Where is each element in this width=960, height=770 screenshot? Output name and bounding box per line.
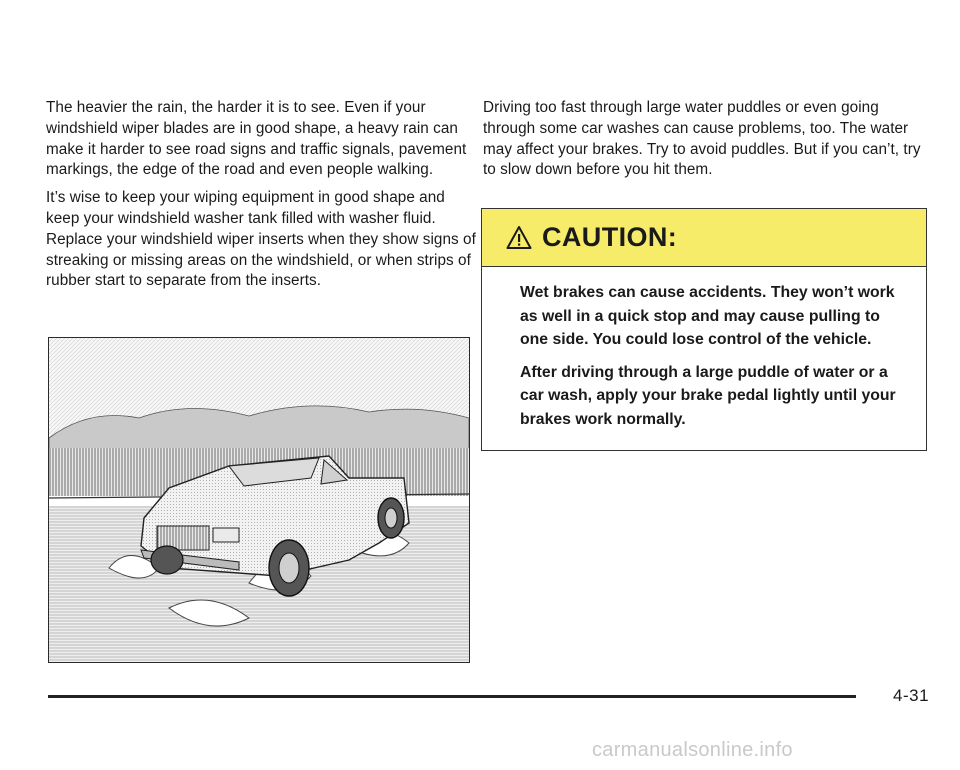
right-column — [483, 98, 928, 188]
page-number: 4-31 — [893, 686, 930, 705]
left-paragraph-1: The heavier the rain, the harder it is to see. Even if your windshield wiper blades are in good shape, a heavy rain can make it harder to see road signs and traffic signals, pavement markings, the edge of the road and even people walking. — [46, 99, 467, 179]
truck-puddle-illustration — [48, 337, 470, 663]
caution-paragraph-2: After driving through a large puddle of water or a car wash, apply your brake pedal lightly until your brakes work normally. — [520, 363, 896, 428]
caution-body — [482, 267, 926, 431]
caution-header — [482, 209, 926, 267]
caution-box — [481, 208, 927, 451]
watermark-text: carmanualsonline.info — [592, 739, 793, 761]
left-paragraph-2: It’s wise to keep your wiping equipment in good shape and keep your windshield washer tank filled with washer fluid. Replace your windshield wiper inserts when they show signs of streaking or missing areas on the windshield, or when strips of rubber start to separate from the inserts. — [46, 189, 476, 290]
caution-title: CAUTION: — [542, 222, 678, 252]
left-column — [46, 98, 478, 299]
right-paragraph-1: Driving too fast through large water puddles or even going through some car washes can cause problems, too. The water may affect your brakes. Try to avoid puddles. But if you can’t, try to slow down before you hit them. — [483, 99, 921, 179]
footer-rule — [48, 695, 856, 698]
warning-triangle-icon — [506, 225, 532, 251]
caution-paragraph-1: Wet brakes can cause accidents. They won’t work as well in a quick stop and may cause pulling to one side. You could lose control of the vehicle. — [520, 284, 895, 348]
